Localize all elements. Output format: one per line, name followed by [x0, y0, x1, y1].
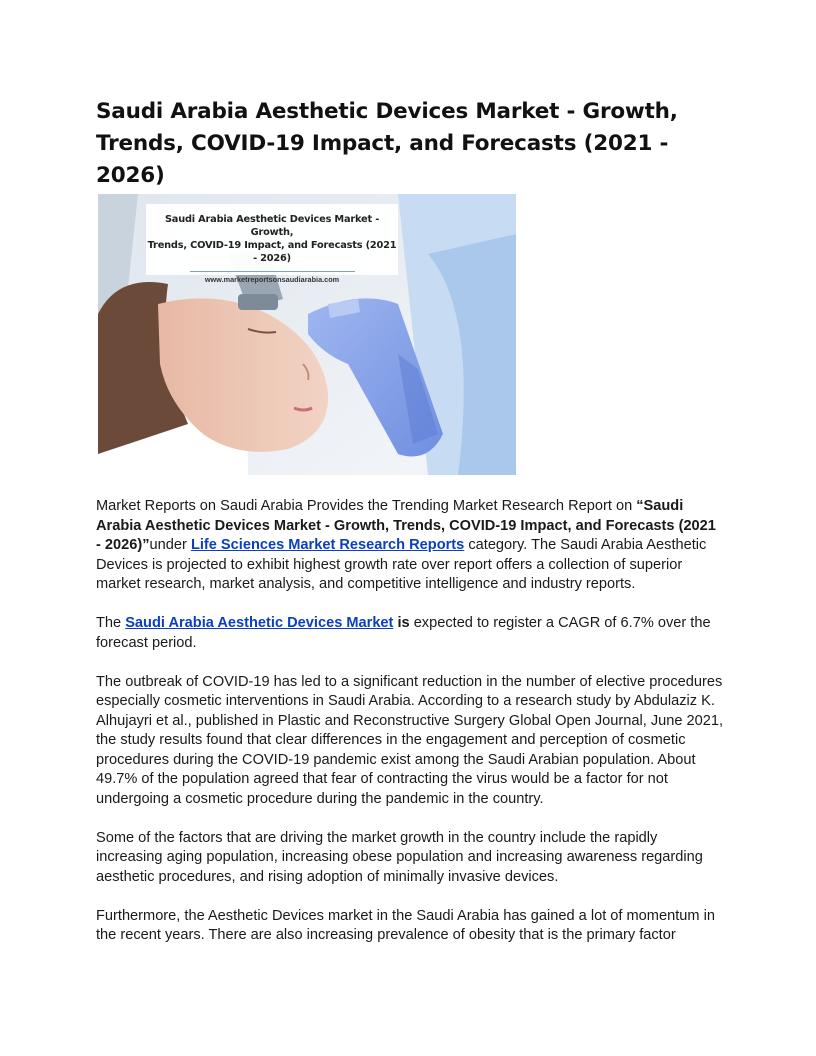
page-title: Saudi Arabia Aesthetic Devices Market - Growth, Trends, COVID-19 Impact, and Forecasts (2021 - 2026) [96, 99, 678, 188]
cagr-text: expected to register a CAGR of 6.7% over the forecast period. [96, 615, 711, 651]
intro-text-under: under [149, 537, 191, 553]
hero-image [98, 194, 516, 475]
intro-text-before: Market Reports on Saudi Arabia Provides the Trending Market Research Report on [96, 498, 637, 514]
hero-banner-divider [190, 271, 355, 272]
cagr-paragraph [96, 614, 724, 653]
report-name: “Saudi Arabia Aesthetic Devices Market - Growth, Trends, COVID-19 Impact, and Forecasts (2021 - 2026)” [96, 498, 716, 553]
article-body [96, 497, 724, 965]
cagr-is: is [393, 615, 410, 631]
cagr-prefix: The [96, 615, 126, 631]
intro-text-after: category. The Saudi Arabia Aesthetic Devices is projected to exhibit highest growth rate over report offers a collection of superior market research, market analysis, and competitive intelligence and industry reports. [96, 537, 707, 592]
intro-paragraph [96, 497, 724, 595]
hero-banner-title-line-2: Trends, COVID-19 Impact, and Forecasts (2021 - 2026) [147, 240, 397, 264]
category-link[interactable]: Life Sciences Market Research Reports [190, 537, 465, 553]
hero-banner-title-line-1: Saudi Arabia Aesthetic Devices Market - Growth, [164, 214, 380, 238]
hero-banner-url: www.marketreportsonsaudiarabia.com [204, 275, 340, 284]
market-link[interactable]: Saudi Arabia Aesthetic Devices Market [125, 615, 394, 631]
drivers-paragraph: Some of the factors that are driving the market growth in the country include the rapidly increasing aging population, increasing obese population and increasing awareness regarding aesthetic procedures, and rising adoption of minimally invasive devices. [96, 829, 703, 885]
hero-banner-title [146, 204, 398, 265]
momentum-paragraph: Furthermore, the Aesthetic Devices market in the Saudi Arabia has gained a lot of momentum in the recent years. There are also increasing prevalence of obesity that is the primary factor [96, 907, 715, 943]
hero-banner [146, 204, 398, 284]
covid-paragraph: The outbreak of COVID-19 has led to a significant reduction in the number of elective procedures especially cosmetic interventions in Saudi Arabia. According to a research study by Abdulaziz K. Alhujayri et al., published in Plastic and Reconstructive Surgery Global Open Journal, June 2021, the study results found that clear differences in the engagement and perception of cosmetic procedures during the COVID-19 pandemic exist among the Saudi Arabian population. About 49.7% of the population agreed that fear of contracting the virus would be a factor for not undergoing a cosmetic procedure during the pandemic in the country. [96, 673, 724, 807]
